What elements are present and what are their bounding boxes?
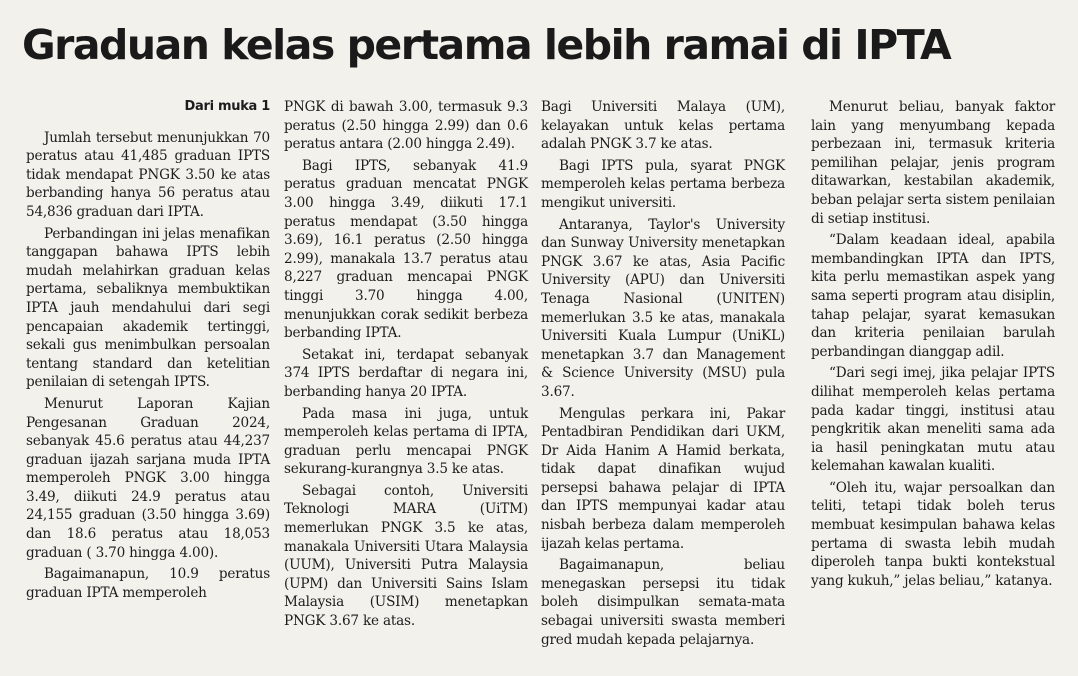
paragraph: Bagi IPTS pula, syarat PNGK memperoleh kelas pertama berbeza mengikut universiti. bbox=[541, 157, 785, 211]
paragraph: Perbandingan ini jelas menafikan tanggapan bahawa IPTS lebih mudah melahirkan graduan kelas pertama, sebaliknya membuktikan IPTA jauh mendahului dari segi pencapaian akademik tertinggi, sekali gus menimbulkan persoalan tentang standard dan ketelitian penilaian di setengah IPTS. bbox=[26, 225, 270, 391]
paragraph: Jumlah tersebut menunjukkan 70 peratus atau 41,485 graduan IPTS tidak mendapat PNGK 3.50 ke atas berbanding hanya 56 peratus atau 54,836 graduan dari IPTA. bbox=[26, 129, 270, 220]
article-column-4 bbox=[811, 98, 1055, 593]
continuation-kicker: Dari muka 1 bbox=[184, 99, 270, 114]
paragraph: “Oleh itu, wajar persoalkan dan teliti, tetapi tidak boleh terus membuat kesimpulan bahawa kelas pertama di swasta lebih mudah diperoleh tanpa bukti kontekstual yang kukuh,” jelas beliau,” katanya. bbox=[811, 479, 1055, 589]
paragraph: Sebagai contoh, Universiti Teknologi MARA (UiTM) memerlukan PNGK 3.5 ke atas, manakala Universiti Utara Malaysia (UUM), Universiti Putra Malaysia (UPM) dan Universiti Sains Islam Malaysia (USIM) menetapkan PNGK 3.67 ke atas. bbox=[284, 482, 528, 630]
paragraph: Bagi IPTS, sebanyak 41.9 peratus graduan mencatat PNGK 3.00 hingga 3.49, diikuti 17.1 peratus mendapat (3.50 hingga 3.69), 16.1 peratus (2.50 hingga 2.99), manakala 13.7 peratus atau 8,227 graduan mencapai PNGK tinggi 3.70 hingga 4.00, menunjukkan corak sedikit berbeza berbanding IPTA. bbox=[284, 157, 528, 342]
article-column-1 bbox=[26, 98, 270, 605]
paragraph: Setakat ini, terdapat sebanyak 374 IPTS berdaftar di negara ini, berbanding hanya 20 IPTA. bbox=[284, 346, 528, 400]
paragraph: Mengulas perkara ini, Pakar Pentadbiran Pendidikan dari UKM, Dr Aida Hanim A Hamid berkata, tidak dapat dinafikan wujud persepsi bahawa pelajar di IPTA dan IPTS mempunyai kadar atau nisbah berbeza dalam memperoleh ijazah kelas pertama. bbox=[541, 405, 785, 552]
paragraph: Bagaimanapun, 10.9 peratus graduan IPTA memperoleh bbox=[26, 566, 270, 601]
article-column-2 bbox=[284, 98, 528, 634]
paragraph: PNGK di bawah 3.00, termasuk 9.3 peratus (2.50 hingga 2.99) dan 0.6 peratus antara (2.00 hingga 2.49). bbox=[284, 99, 528, 153]
headline: Graduan kelas pertama lebih ramai di IPTA bbox=[22, 21, 951, 69]
paragraph: “Dari segi imej, jika pelajar IPTS dilihat memperoleh kelas pertama pada kadar tinggi, institusi atau pengkritik akan meneliti sama ada ia hasil peningkatan mutu atau kelemahan kawalan kualiti. bbox=[811, 365, 1055, 475]
article-column-3 bbox=[541, 98, 785, 652]
paragraph: Pada masa ini juga, untuk memperoleh kelas pertama di IPTA, graduan perlu mencapai PNGK sekurang-kurangnya 3.5 ke atas. bbox=[284, 405, 528, 478]
paragraph: Bagi Universiti Malaya (UM), kelayakan untuk kelas pertama adalah PNGK 3.7 ke atas. bbox=[541, 99, 785, 153]
paragraph: Antaranya, Taylor's University dan Sunway University menetapkan PNGK 3.67 ke atas, Asia Pacific University (APU) dan Universiti Tenaga Nasional (UNITEN) memerlukan 3.5 ke atas, manakala Universiti Kuala Lumpur (UniKL) menetapkan 3.7 dan Management & Science University (MSU) pula 3.67. bbox=[541, 216, 785, 400]
paragraph: “Dalam keadaan ideal, apabila membandingkan IPTA dan IPTS, kita perlu memastikan aspek yang sama seperti program atau disiplin, tahap pelajar, syarat kemasukan dan kriteria penilaian barulah perbandingan dianggap adil. bbox=[811, 232, 1055, 360]
paragraph: Menurut beliau, banyak faktor lain yang menyumbang kepada perbezaan ini, termasuk kriteria pemilihan pelajar, jenis program ditawarkan, kestabilan akademik, beban pelajar serta sistem penilaian di setiap institusi. bbox=[811, 99, 1055, 227]
paragraph: Menurut Laporan Kajian Pengesanan Graduan 2024, sebanyak 45.6 peratus atau 44,237 graduan ijazah sarjana muda IPTA memperoleh PNGK 3.00 hingga 3.49, diikuti 24.9 peratus atau 24,155 graduan (3.50 hingga 3.69) dan 18.6 peratus atau 18,053 graduan ( 3.70 hingga 4.00). bbox=[26, 395, 270, 561]
paragraph: Bagaimanapun, beliau menegaskan persepsi itu tidak boleh disimpulkan semata-mata sebagai universiti swasta memberi gred mudah kepada pelajarnya. bbox=[541, 557, 785, 648]
